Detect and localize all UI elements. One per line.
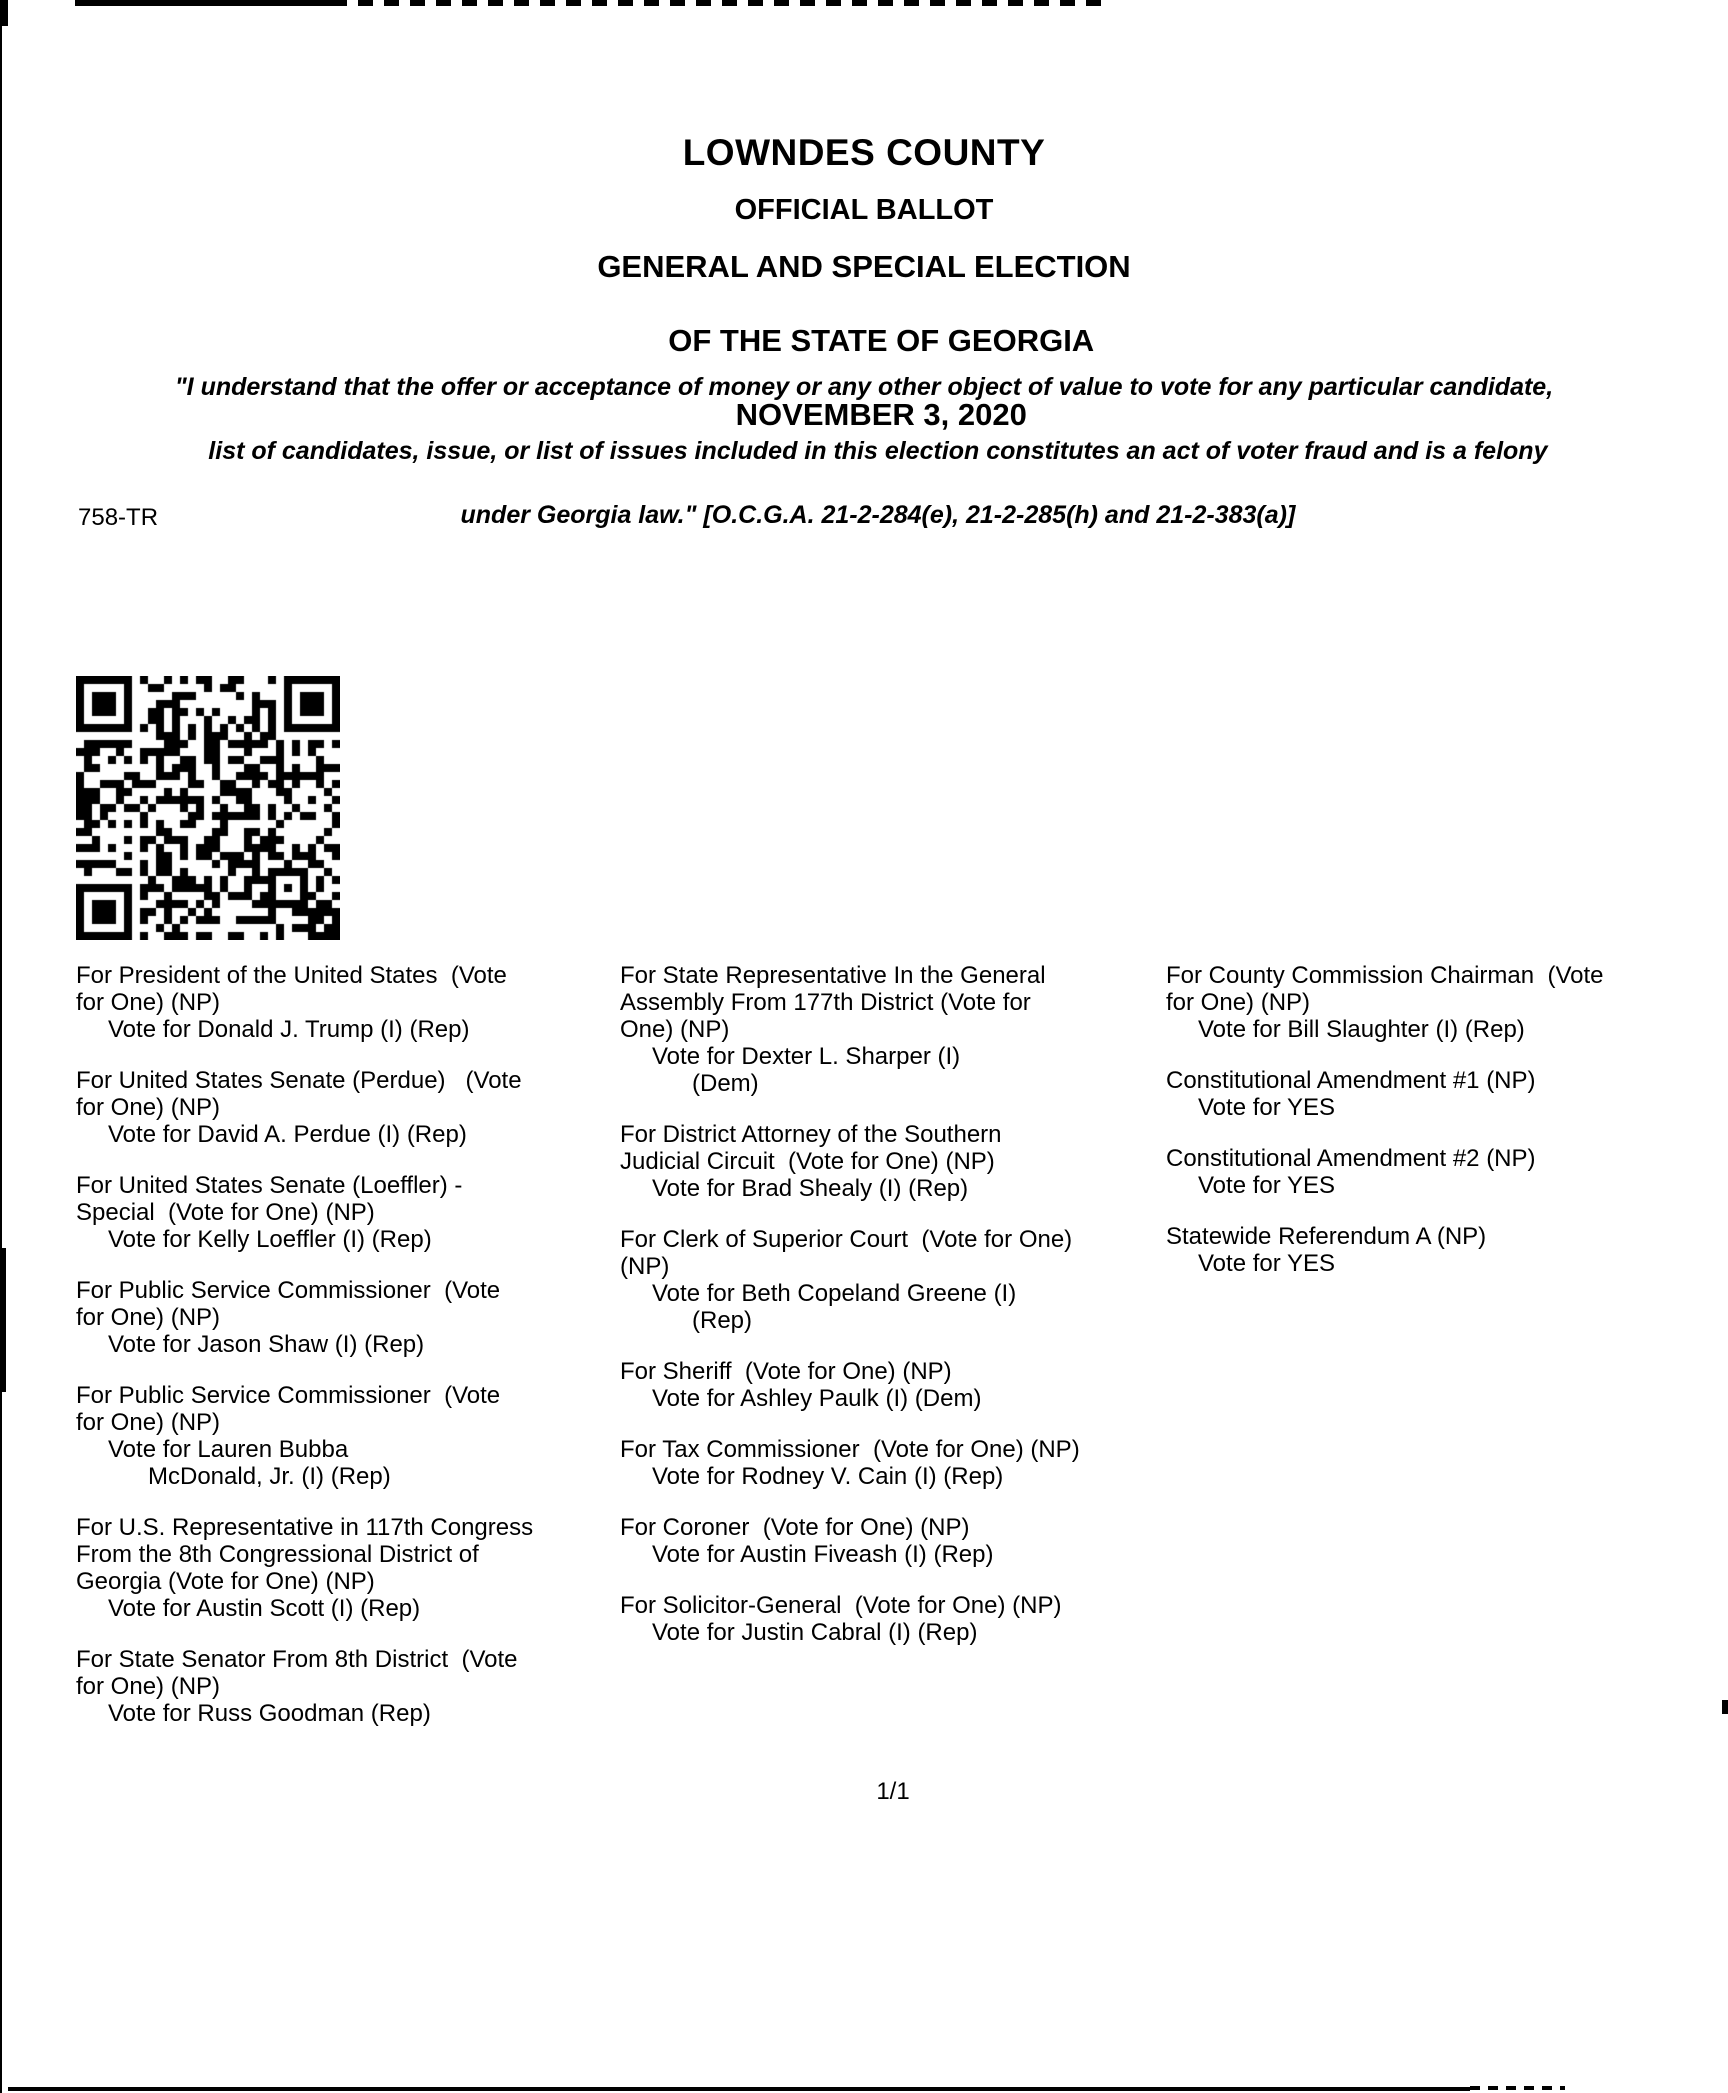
contest-title-line: for One) (NP) — [76, 1673, 221, 1700]
contest-title-line: From the 8th Congressional District of — [76, 1541, 479, 1568]
vote-for-line: Vote for Austin Scott (I) (Rep) — [108, 1595, 421, 1622]
vote-for-line: Vote for YES — [1198, 1172, 1335, 1199]
page-number: 1/1 — [876, 1778, 910, 1805]
scan-bottom-line — [8, 2087, 1470, 2091]
contest-title-line: For United States Senate (Loeffler) - — [76, 1172, 463, 1199]
contest-title-line: For Sheriff (Vote for One) (NP) — [620, 1358, 952, 1385]
disclaimer-line-3: under Georgia law." [O.C.G.A. 21-2-284(e), 21-2-285(h) and 21-2-383(a)] — [460, 501, 1296, 529]
contest-title-line: for One) (NP) — [1166, 989, 1311, 1016]
contest-title-line: Special (Vote for One) (NP) — [76, 1199, 375, 1226]
contest-block — [76, 1067, 533, 1148]
vote-for-line: Vote for Lauren Bubba — [108, 1436, 349, 1463]
contest-title-line: (NP) — [620, 1253, 670, 1280]
contest-block — [76, 1382, 533, 1490]
contest-block — [620, 1358, 1080, 1412]
contest-block — [1166, 1145, 1603, 1199]
county-title: LOWNDES COUNTY — [682, 132, 1046, 173]
contest-title-line: for One) (NP) — [76, 1304, 221, 1331]
contest-block — [620, 1436, 1080, 1490]
contest-title-line: For President of the United States (Vote — [76, 962, 507, 989]
contest-title-line: For Public Service Commissioner (Vote — [76, 1382, 501, 1409]
contest-title-line: For State Senator From 8th District (Vote — [76, 1646, 518, 1673]
contest-title-line: Constitutional Amendment #1 (NP) — [1166, 1067, 1536, 1094]
contest-title-line: Assembly From 177th District (Vote for — [620, 989, 1031, 1016]
contest-title-line: Judicial Circuit (Vote for One) (NP) — [620, 1148, 995, 1175]
contest-title-line: One) (NP) — [620, 1016, 730, 1043]
voter-fraud-disclaimer — [0, 371, 1728, 531]
contest-block — [1166, 962, 1603, 1043]
contest-block — [1166, 1067, 1603, 1121]
vote-for-line: Vote for YES — [1198, 1250, 1335, 1277]
scan-left-edge-blob — [0, 1248, 6, 1392]
vote-for-line: Vote for Ashley Paulk (I) (Dem) — [652, 1385, 982, 1412]
contest-title-line: For United States Senate (Perdue) (Vote — [76, 1067, 522, 1094]
contest-block — [76, 1277, 533, 1358]
contest-title-line: For District Attorney of the Southern — [620, 1121, 1002, 1148]
contest-title-line: For Coroner (Vote for One) (NP) — [620, 1514, 970, 1541]
contest-title-line: For County Commission Chairman (Vote — [1166, 962, 1604, 989]
contest-title-line: For Tax Commissioner (Vote for One) (NP) — [620, 1436, 1080, 1463]
contest-block — [1166, 1223, 1603, 1277]
contest-title-line: Georgia (Vote for One) (NP) — [76, 1568, 375, 1595]
election-line-1: GENERAL AND SPECIAL ELECTION — [597, 249, 1131, 284]
disclaimer-line-1: "I understand that the offer or acceptance of money or any other object of value to vote for any particular candidate, — [174, 373, 1554, 401]
contest-title-line: For State Representative In the General — [620, 962, 1046, 989]
vote-for-line: Vote for Brad Shealy (I) (Rep) — [652, 1175, 969, 1202]
vote-for-line: Vote for Rodney V. Cain (I) (Rep) — [652, 1463, 1004, 1490]
contest-title-line: Constitutional Amendment #2 (NP) — [1166, 1145, 1536, 1172]
vote-for-line: (Dem) — [692, 1070, 759, 1097]
disclaimer-line-2: list of candidates, issue, or list of issues included in this election constitutes an act of voter fraud and is a felony — [208, 437, 1548, 465]
vote-for-line: Vote for Donald J. Trump (I) (Rep) — [108, 1016, 470, 1043]
vote-for-line: Vote for Jason Shaw (I) (Rep) — [108, 1331, 425, 1358]
scan-top-dashes — [332, 0, 1102, 6]
qr-code — [76, 676, 340, 940]
vote-for-line: Vote for YES — [1198, 1094, 1335, 1121]
contest-block — [620, 1592, 1080, 1646]
contest-block — [76, 1172, 533, 1253]
contest-title-line: For Clerk of Superior Court (Vote for One) — [620, 1226, 1073, 1253]
contest-title-line: For U.S. Representative in 117th Congress — [76, 1514, 534, 1541]
vote-for-line: (Rep) — [692, 1307, 753, 1334]
vote-for-line: Vote for Bill Slaughter (I) (Rep) — [1198, 1016, 1525, 1043]
ballot-style-code: 758-TR — [78, 504, 159, 531]
election-line-2: OF THE STATE OF GEORGIA — [668, 323, 1095, 358]
ballot-column-1 — [76, 962, 533, 1751]
contest-title-line: For Public Service Commissioner (Vote — [76, 1277, 501, 1304]
ballot-type-title: OFFICIAL BALLOT — [734, 194, 994, 226]
contest-block — [620, 1226, 1080, 1334]
contest-title-line: Statewide Referendum A (NP) — [1166, 1223, 1487, 1250]
contest-title-line: for One) (NP) — [76, 1094, 221, 1121]
contest-block — [620, 962, 1080, 1097]
vote-for-line: Vote for Austin Fiveash (I) (Rep) — [652, 1541, 994, 1568]
vote-for-line: Vote for David A. Perdue (I) (Rep) — [108, 1121, 467, 1148]
scan-bottom-dashes — [1470, 2086, 1565, 2090]
vote-for-line: Vote for Russ Goodman (Rep) — [108, 1700, 431, 1727]
contest-block — [76, 1646, 533, 1727]
scan-top-line — [75, 0, 332, 6]
vote-for-line: McDonald, Jr. (I) (Rep) — [148, 1463, 391, 1490]
vote-for-line: Vote for Dexter L. Sharper (I) — [652, 1043, 961, 1070]
contest-title-line: for One) (NP) — [76, 1409, 221, 1436]
contest-block — [620, 1514, 1080, 1568]
contest-title-line: For Solicitor-General (Vote for One) (NP) — [620, 1592, 1062, 1619]
contest-block — [76, 962, 533, 1043]
vote-for-line: Vote for Justin Cabral (I) (Rep) — [652, 1619, 978, 1646]
ballot-column-2 — [620, 962, 1080, 1670]
contest-block — [76, 1514, 533, 1622]
vote-for-line: Vote for Beth Copeland Greene (I) — [652, 1280, 1017, 1307]
contest-title-line: for One) (NP) — [76, 989, 221, 1016]
vote-for-line: Vote for Kelly Loeffler (I) (Rep) — [108, 1226, 432, 1253]
scan-right-edge-tick — [1722, 1700, 1728, 1714]
election-line-3: NOVEMBER 3, 2020 — [735, 397, 1027, 432]
ballot-column-3 — [1166, 962, 1603, 1301]
contest-block — [620, 1121, 1080, 1202]
